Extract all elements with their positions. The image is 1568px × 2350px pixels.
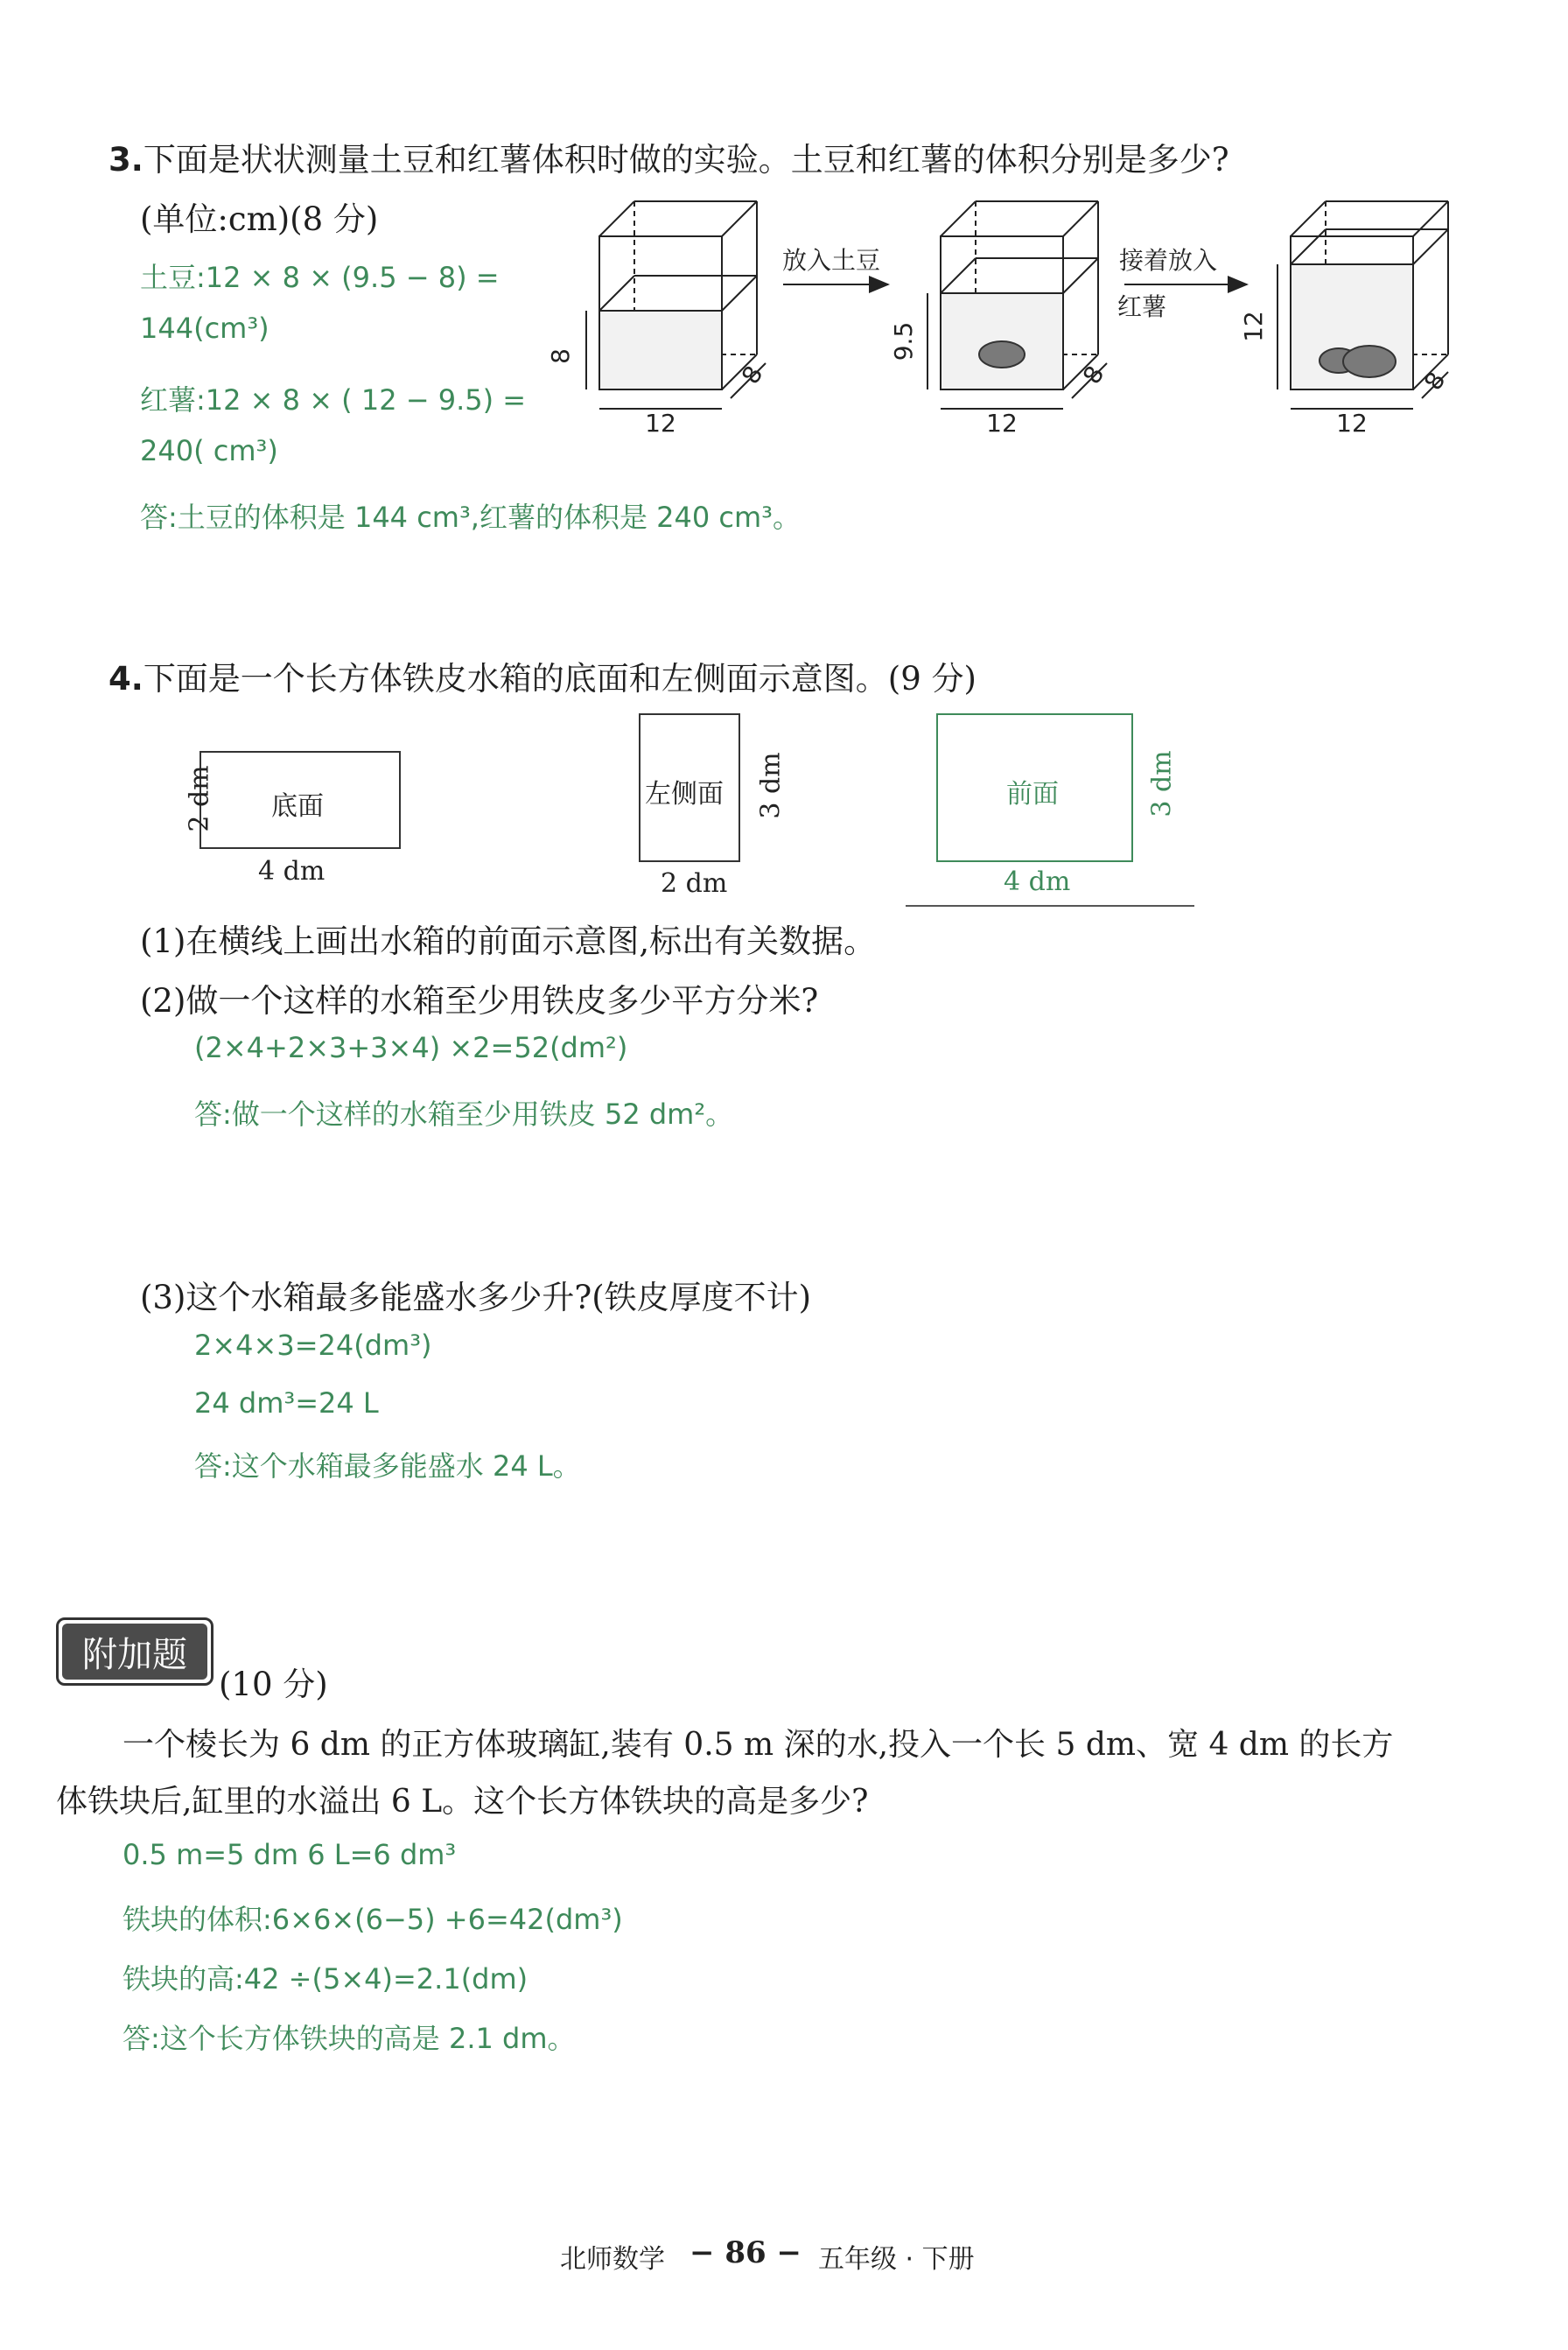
q3-number: 3. (108, 141, 144, 179)
box-2-length: 12 (986, 409, 1018, 438)
q3-question (108, 133, 1229, 180)
box-1 (586, 201, 769, 409)
q3-answer-potato-2: 144(cm³) (140, 312, 270, 345)
arrow-1-label: 放入土豆 (781, 246, 881, 275)
bottom-face-label: 底面 (271, 791, 324, 822)
bonus-ans4: 答:这个长方体铁块的高是 2.1 dm。 (122, 2022, 576, 2055)
q4-sub3: (3)这个水箱最多能盛水多少升?(铁皮厚度不计) (140, 1279, 812, 1316)
q4-sub2: (2)做一个这样的水箱至少用铁皮多少平方分米? (140, 982, 819, 1020)
q3-experiment-figure (546, 188, 1452, 438)
left-face-label: 左侧面 (645, 779, 724, 810)
page-number: − 86 − (690, 2235, 802, 2270)
bonus-badge (56, 1617, 214, 1686)
answer-line (906, 905, 1194, 907)
q3-unit-note: (单位:cm)(8 分) (140, 200, 379, 238)
front-face-length: 4 dm (1004, 866, 1071, 897)
q4-sub1: (1)在横线上画出水箱的前面示意图,标出有关数据。 (140, 922, 877, 960)
box-1-length: 12 (645, 409, 676, 438)
box-3-height: 12 (1239, 311, 1268, 342)
left-face-width: 2 dm (661, 868, 728, 899)
bonus-text-line1: 一个棱长为 6 dm 的正方体玻璃缸,装有 0.5 m 深的水,投入一个长 5 dm、宽 4 dm 的长方 (122, 1727, 1394, 1763)
box-2-width: 8 (1077, 361, 1110, 389)
q4-sub2-answer: 答:做一个这样的水箱至少用铁皮 52 dm²。 (194, 1098, 734, 1131)
box-1-width: 8 (736, 361, 769, 389)
q3-answer-sweet-1: 红薯:12 × 8 × ( 12 − 9.5) = (140, 383, 527, 417)
bottom-face-side: 2 dm (184, 765, 215, 832)
box-2 (928, 201, 1107, 409)
footer-left: 北师数学 (560, 2244, 665, 2275)
q3-answer-potato-1: 土豆:12 × 8 × (9.5 − 8) = (140, 261, 500, 294)
footer-right: 五年级 · 下册 (818, 2244, 975, 2275)
bonus-ans1: 0.5 m=5 dm 6 L=6 dm³ (122, 1838, 457, 1871)
box-3-length: 12 (1336, 409, 1368, 438)
box-1-height: 8 (546, 348, 575, 364)
front-face-label: 前面 (1006, 779, 1059, 810)
q3-answer-sweet-2: 240( cm³) (140, 434, 278, 467)
bonus-ans2: 铁块的体积:6×6×(6−5) +6=42(dm³) (122, 1903, 623, 1936)
q4-question (108, 652, 976, 699)
q4-sub2-calc: (2×4+2×3+3×4) ×2=52(dm²) (194, 1031, 628, 1064)
q3-text: 下面是状状测量土豆和红薯体积时做的实验。土豆和红薯的体积分别是多少? (143, 141, 1229, 179)
q4-sub3-answer: 答:这个水箱最多能盛水 24 L。 (194, 1449, 581, 1483)
arrow-2-label-line2: 红薯 (1116, 292, 1167, 321)
q4-number: 4. (108, 660, 144, 698)
front-face-side: 3 dm (1146, 750, 1178, 817)
bonus-text-line2: 体铁块后,缸里的水溢出 6 L。这个长方体铁块的高是多少? (56, 1784, 869, 1820)
q3-answer-final: 答:土豆的体积是 144 cm³,红薯的体积是 240 cm³。 (140, 501, 801, 534)
q4-sub3-calc1: 2×4×3=24(dm³) (194, 1329, 432, 1362)
box-2-height: 9.5 (889, 321, 918, 361)
q4-sub3-calc2: 24 dm³=24 L (194, 1386, 379, 1420)
arrow-2-label-line1: 接着放入 (1118, 246, 1218, 275)
q4-text: 下面是一个长方体铁皮水箱的底面和左侧面示意图。(9 分) (143, 660, 976, 698)
bonus-points: (10 分) (219, 1666, 328, 1703)
box-3-width: 8 (1418, 367, 1452, 396)
left-face-side: 3 dm (755, 752, 787, 819)
bottom-face-length: 4 dm (258, 856, 326, 887)
bonus-ans3: 铁块的高:42 ÷(5×4)=2.1(dm) (122, 1962, 528, 1996)
bonus-badge-label: 附加题 (62, 1624, 207, 1680)
